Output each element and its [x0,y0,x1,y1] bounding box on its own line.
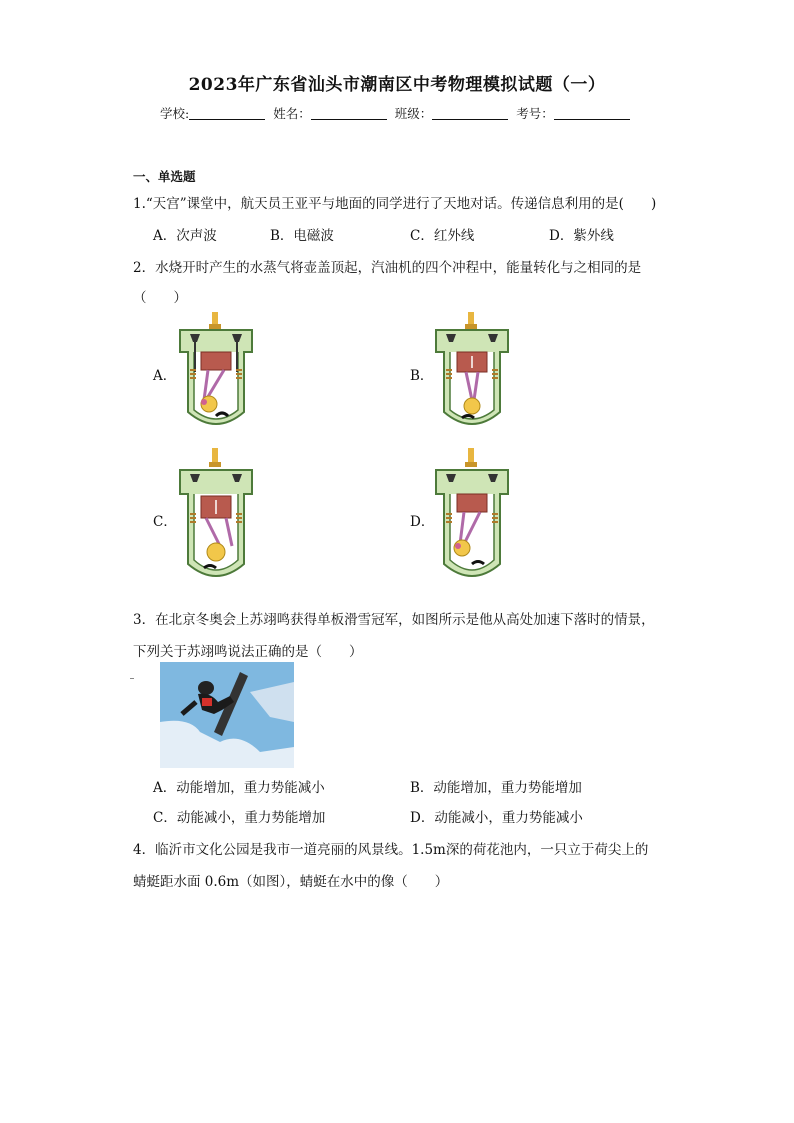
q2-option-a: A． [153,368,177,384]
school-blank [189,107,265,120]
school-label: 学校: [160,106,190,121]
q2-option-c: C． [153,514,177,530]
class-label: 班级： [394,106,433,121]
q3-stem-line2: 下列关于苏翊鸣说法正确的是（ ） [133,644,363,660]
q3-stem-line1: 3．在北京冬奥会上苏翊鸣获得单板滑雪冠军，如图所示是他从高处加速下落时的情景， [133,612,655,628]
section-title: 一、单选题 [133,169,196,184]
snowboarder-photo [130,662,294,768]
q1-option-a: A．次声波 [153,228,217,244]
q3-option-a: A．动能增加，重力势能减小 [153,780,325,796]
number-label: 考号： [516,106,554,121]
name-blank [311,107,387,120]
q4-stem-line2: 蜻蜓距水面 0.6m（如图），蜻蜓在水中的像（ ） [133,874,449,890]
class-blank [432,107,508,120]
q4-stem-line1: 4．临沂市文化公园是我市一道亮丽的风景线。1.5m深的荷花池内，一只立于荷尖上的 [133,842,649,858]
q2-stem-line1: 2．水烧开时产生的水蒸气将壶盖顶起，汽油机的四个冲程中，能量转化与之相同的是 [133,260,642,276]
q1-option-b: B．电磁波 [270,228,334,244]
page-title: 2023年广东省汕头市潮南区中考物理模拟试题（一） [188,75,606,95]
engine-diagram-c [176,448,256,588]
q1-stem: 1.“天宫”课堂中，航天员王亚平与地面的同学进行了天地对话。传递信息利用的是( ) [133,196,657,212]
name-label: 姓名： [273,106,311,121]
engine-diagram-d [432,448,512,588]
q3-option-b: B．动能增加，重力势能增加 [410,780,582,796]
q3-option-c: C．动能减小，重力势能增加 [153,810,326,826]
q1-option-c: C．红外线 [410,228,475,244]
q1-option-d: D．紫外线 [549,228,614,244]
q2-option-b: B． [410,368,434,384]
number-blank [554,107,630,120]
q3-option-d: D．动能减小，重力势能减小 [410,810,583,826]
q2-stem-line2: （ ） [133,290,187,306]
student-info-line [160,104,634,122]
q2-option-d: D． [410,514,435,530]
engine-diagram-a [176,312,256,432]
engine-diagram-b [432,312,512,432]
